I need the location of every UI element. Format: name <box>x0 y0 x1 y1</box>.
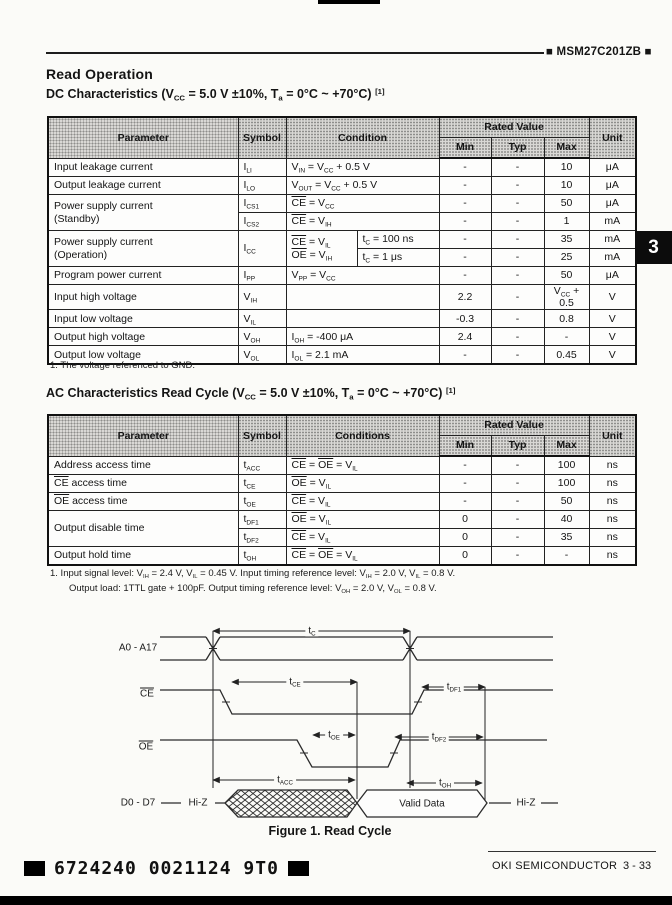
label-tc: $t_C$ <box>305 626 318 637</box>
cell: - <box>439 213 491 231</box>
column-header: Unit <box>589 117 636 158</box>
cell: ns <box>589 456 636 475</box>
table-row <box>48 493 636 511</box>
column-header: Symbol <box>238 117 286 158</box>
cell: - <box>544 547 589 566</box>
cell: $\overline{OE} = V_{IL}$ <box>286 511 439 529</box>
cell: ns <box>589 493 636 511</box>
cell: - <box>439 231 491 249</box>
label-tacc: $t_{ACC}$ <box>274 775 296 786</box>
cell: $t_{DF1}$ <box>238 511 286 529</box>
cell: V <box>589 285 636 310</box>
cell: - <box>491 177 544 195</box>
cell: 35 <box>544 231 589 249</box>
label-toe: $t_{OE}$ <box>325 730 343 741</box>
cell: $\overline{CE}$ access time <box>48 475 238 493</box>
cell: $V_{CC} + 0.5$ <box>544 285 589 310</box>
cell: 10 <box>544 177 589 195</box>
cell: - <box>491 285 544 310</box>
header-rule <box>46 52 544 54</box>
cell: - <box>491 547 544 566</box>
column-header: Min <box>439 436 491 457</box>
cell: ns <box>589 511 636 529</box>
cell <box>286 310 439 328</box>
bottom-scan-bar <box>0 896 672 905</box>
cell: $\overline{CE} = V_{IH}$ <box>286 213 439 231</box>
table-row <box>48 117 636 138</box>
cell: $\overline{CE} = V_{IL}$ $\overline{OE} = V_{IH}$ <box>286 231 357 267</box>
cell: - <box>439 158 491 177</box>
cell: 2.4 <box>439 328 491 346</box>
cell: V <box>589 328 636 346</box>
cell: 50 <box>544 267 589 285</box>
ac-footnote-line2: Output load: 1TTL gate + 100pF. Output timing reference level: $V_{OH} = 2.0$ V, $V_{OL} = 0.8$ V. <box>69 583 437 596</box>
cell: $\overline{OE}$ access time <box>48 493 238 511</box>
table-row <box>48 310 636 328</box>
table-row <box>48 547 636 566</box>
cell: $t_{OE}$ <box>238 493 286 511</box>
cell: - <box>439 346 491 365</box>
cell: - <box>491 456 544 475</box>
cell: - <box>491 213 544 231</box>
cell: ns <box>589 475 636 493</box>
cell: 0 <box>439 529 491 547</box>
cell: - <box>491 158 544 177</box>
column-header: Max <box>544 436 589 457</box>
cell: μA <box>589 158 636 177</box>
cell: 50 <box>544 195 589 213</box>
signal-label-ce: $\overline{CE}$ <box>140 688 154 700</box>
cell: Input low voltage <box>48 310 238 328</box>
column-header: Parameter <box>48 415 238 456</box>
scan-artifact-bar <box>318 0 380 4</box>
cell: $t_{OH}$ <box>238 547 286 566</box>
column-header: Min <box>439 138 491 159</box>
cell: - <box>439 456 491 475</box>
cell: - <box>491 328 544 346</box>
ac-characteristics-table <box>47 414 637 566</box>
cell: 0 <box>439 547 491 566</box>
chapter-tab: 3 <box>635 231 672 264</box>
cell: 0.8 <box>544 310 589 328</box>
cell: 100 <box>544 456 589 475</box>
cell: $\overline{CE} = \overline{OE} = V_{IL}$ <box>286 547 439 566</box>
cell: Address access time <box>48 456 238 475</box>
label-tce: $t_{CE}$ <box>286 677 303 688</box>
dimension-arrows <box>213 631 485 783</box>
table-row <box>48 158 636 177</box>
cell: Program power current <box>48 267 238 285</box>
valid-data-label: Valid Data <box>399 798 445 810</box>
column-header: Condition <box>286 117 439 158</box>
document-id: ■ MSM27C201ZB ■ <box>546 46 652 58</box>
hiz-right-label: Hi-Z <box>514 798 539 809</box>
cell: - <box>491 475 544 493</box>
cell: $t_{CE}$ <box>238 475 286 493</box>
table-row <box>48 511 636 529</box>
cell: $\overline{CE} = V_{CC}$ <box>286 195 439 213</box>
cell <box>286 285 439 310</box>
ac-characteristics-title: AC Characteristics Read Cycle ($V_{CC} = 5.0$ V ±10%, $T_a = 0^\circ C$ ~ +70°C) [1] <box>46 386 456 402</box>
cell: - <box>491 511 544 529</box>
column-header: Max <box>544 138 589 159</box>
figure-caption: Figure 1. Read Cycle <box>268 824 392 838</box>
cell: - <box>491 249 544 267</box>
cell: -0.3 <box>439 310 491 328</box>
table-row <box>48 415 636 436</box>
data-bus-waveform <box>161 790 558 817</box>
signal-label-data: D0 - D7 <box>120 797 156 809</box>
brand-name: OKI SEMICONDUCTOR <box>492 860 618 872</box>
cell: $t_{DF2}$ <box>238 529 286 547</box>
cell: 2.2 <box>439 285 491 310</box>
cell: $I_{OL} = 2.1$ mA <box>286 346 439 365</box>
cell: $I_{CS1}$ <box>238 195 286 213</box>
oe-waveform <box>160 740 547 767</box>
cell: Power supply current (Operation) <box>48 231 238 267</box>
cell: - <box>491 346 544 365</box>
cell: - <box>439 267 491 285</box>
cell: mA <box>589 249 636 267</box>
label-toh: $t_{OH}$ <box>436 778 454 789</box>
table-row <box>48 177 636 195</box>
cell: 50 <box>544 493 589 511</box>
cell: $I_{LO}$ <box>238 177 286 195</box>
timing-waveforms <box>85 618 650 843</box>
cell: - <box>491 267 544 285</box>
cell: $\overline{CE} = \overline{OE} = V_{IL}$ <box>286 456 439 475</box>
cell: $V_{OH}$ <box>238 328 286 346</box>
footer-rule <box>488 851 656 852</box>
cell: V <box>589 346 636 365</box>
table-row <box>48 231 636 249</box>
cell: - <box>491 195 544 213</box>
cell: $V_{IN} = V_{CC} + 0.5$ V <box>286 158 439 177</box>
column-header: Typ <box>491 436 544 457</box>
document-code-block <box>24 858 309 879</box>
guide-lines <box>213 631 485 801</box>
page-number: 3 - 33 <box>623 860 652 872</box>
ac-footnote-line1: 1. Input signal level: $V_{IH} = 2.4$ V, $V_{IL} = 0.45$ V. Input timing reference level: $V_{IH} = 2.0$ V, $V_{IL} = 0.8$ V. <box>50 568 456 581</box>
cell: Input leakage current <box>48 158 238 177</box>
cell: μA <box>589 267 636 285</box>
cell: μA <box>589 177 636 195</box>
table-row <box>48 456 636 475</box>
invalid-data-region <box>225 790 357 817</box>
signal-label-oe: $\overline{OE}$ <box>138 741 154 753</box>
cell: - <box>491 231 544 249</box>
cell: - <box>439 177 491 195</box>
label-tdf2: $t_{DF2}$ <box>429 732 449 743</box>
table-row <box>48 475 636 493</box>
document-code: 6724240 0021124 9T0 <box>54 858 279 879</box>
cell: - <box>439 493 491 511</box>
cell: μA <box>589 195 636 213</box>
cell: 0.45 <box>544 346 589 365</box>
dc-characteristics-table <box>47 116 637 365</box>
cell: 35 <box>544 529 589 547</box>
cell: 100 <box>544 475 589 493</box>
column-header: Typ <box>491 138 544 159</box>
cell: - <box>439 249 491 267</box>
cell: $I_{PP}$ <box>238 267 286 285</box>
label-tdf1: $t_{DF1}$ <box>444 682 464 693</box>
signal-label-address: A0 - A17 <box>118 642 158 654</box>
cell: 0 <box>439 511 491 529</box>
cell: $\overline{CE} = V_{IL}$ <box>286 529 439 547</box>
cell: - <box>491 493 544 511</box>
dc-footnote: 1. The voltage referenced to GND. <box>50 360 196 371</box>
cell: - <box>491 310 544 328</box>
cell: 25 <box>544 249 589 267</box>
cell: Output hold time <box>48 547 238 566</box>
code-square-left-icon <box>24 861 45 876</box>
cell: mA <box>589 213 636 231</box>
cell: $V_{OUT} = V_{CC} + 0.5$ V <box>286 177 439 195</box>
cell: - <box>439 195 491 213</box>
read-cycle-timing-diagram <box>85 618 650 843</box>
cell: $t_C = 100$ ns <box>357 231 439 249</box>
table-row <box>48 285 636 310</box>
cell: $I_{OH} = -400$ μA <box>286 328 439 346</box>
cell: V <box>589 310 636 328</box>
cell: $\overline{OE} = V_{IL}$ <box>286 475 439 493</box>
cell: mA <box>589 231 636 249</box>
cell: 1 <box>544 213 589 231</box>
cell: Input high voltage <box>48 285 238 310</box>
cell: $I_{CS2}$ <box>238 213 286 231</box>
cell: ns <box>589 547 636 566</box>
cell: $t_C = 1$ μs <box>357 249 439 267</box>
code-square-right-icon <box>288 861 309 876</box>
table-row <box>48 195 636 213</box>
address-bus-waveform <box>160 637 553 660</box>
cell: $\overline{CE} = V_{IL}$ <box>286 493 439 511</box>
column-header: Symbol <box>238 415 286 456</box>
cell: Output disable time <box>48 511 238 547</box>
column-header: Unit <box>589 415 636 456</box>
cell: 40 <box>544 511 589 529</box>
cell: $I_{CC}$ <box>238 231 286 267</box>
cell: - <box>491 529 544 547</box>
hiz-left-label: Hi-Z <box>186 798 211 809</box>
column-header: Rated Value <box>439 415 589 436</box>
cell: - <box>544 328 589 346</box>
cell: Output high voltage <box>48 328 238 346</box>
table-row <box>48 328 636 346</box>
cell: $t_{ACC}$ <box>238 456 286 475</box>
cell: $I_{LI}$ <box>238 158 286 177</box>
cell: 10 <box>544 158 589 177</box>
cell: $V_{IH}$ <box>238 285 286 310</box>
cell: $V_{OL}$ <box>238 346 286 365</box>
cell: $V_{PP} = V_{CC}$ <box>286 267 439 285</box>
cell: - <box>439 475 491 493</box>
cell: ns <box>589 529 636 547</box>
cell: Power supply current (Standby) <box>48 195 238 231</box>
column-header: Parameter <box>48 117 238 158</box>
table-row <box>48 267 636 285</box>
column-header: Conditions <box>286 415 439 456</box>
cell: $V_{IL}$ <box>238 310 286 328</box>
cell: Output low voltage <box>48 346 238 365</box>
section-title: Read Operation <box>46 66 154 82</box>
cell: Output leakage current <box>48 177 238 195</box>
dc-characteristics-title: DC Characteristics ($V_{CC} = 5.0$ V ±10%, $T_a = 0^\circ C$ ~ +70°C) [1] <box>46 87 385 103</box>
column-header: Rated Value <box>439 117 589 138</box>
